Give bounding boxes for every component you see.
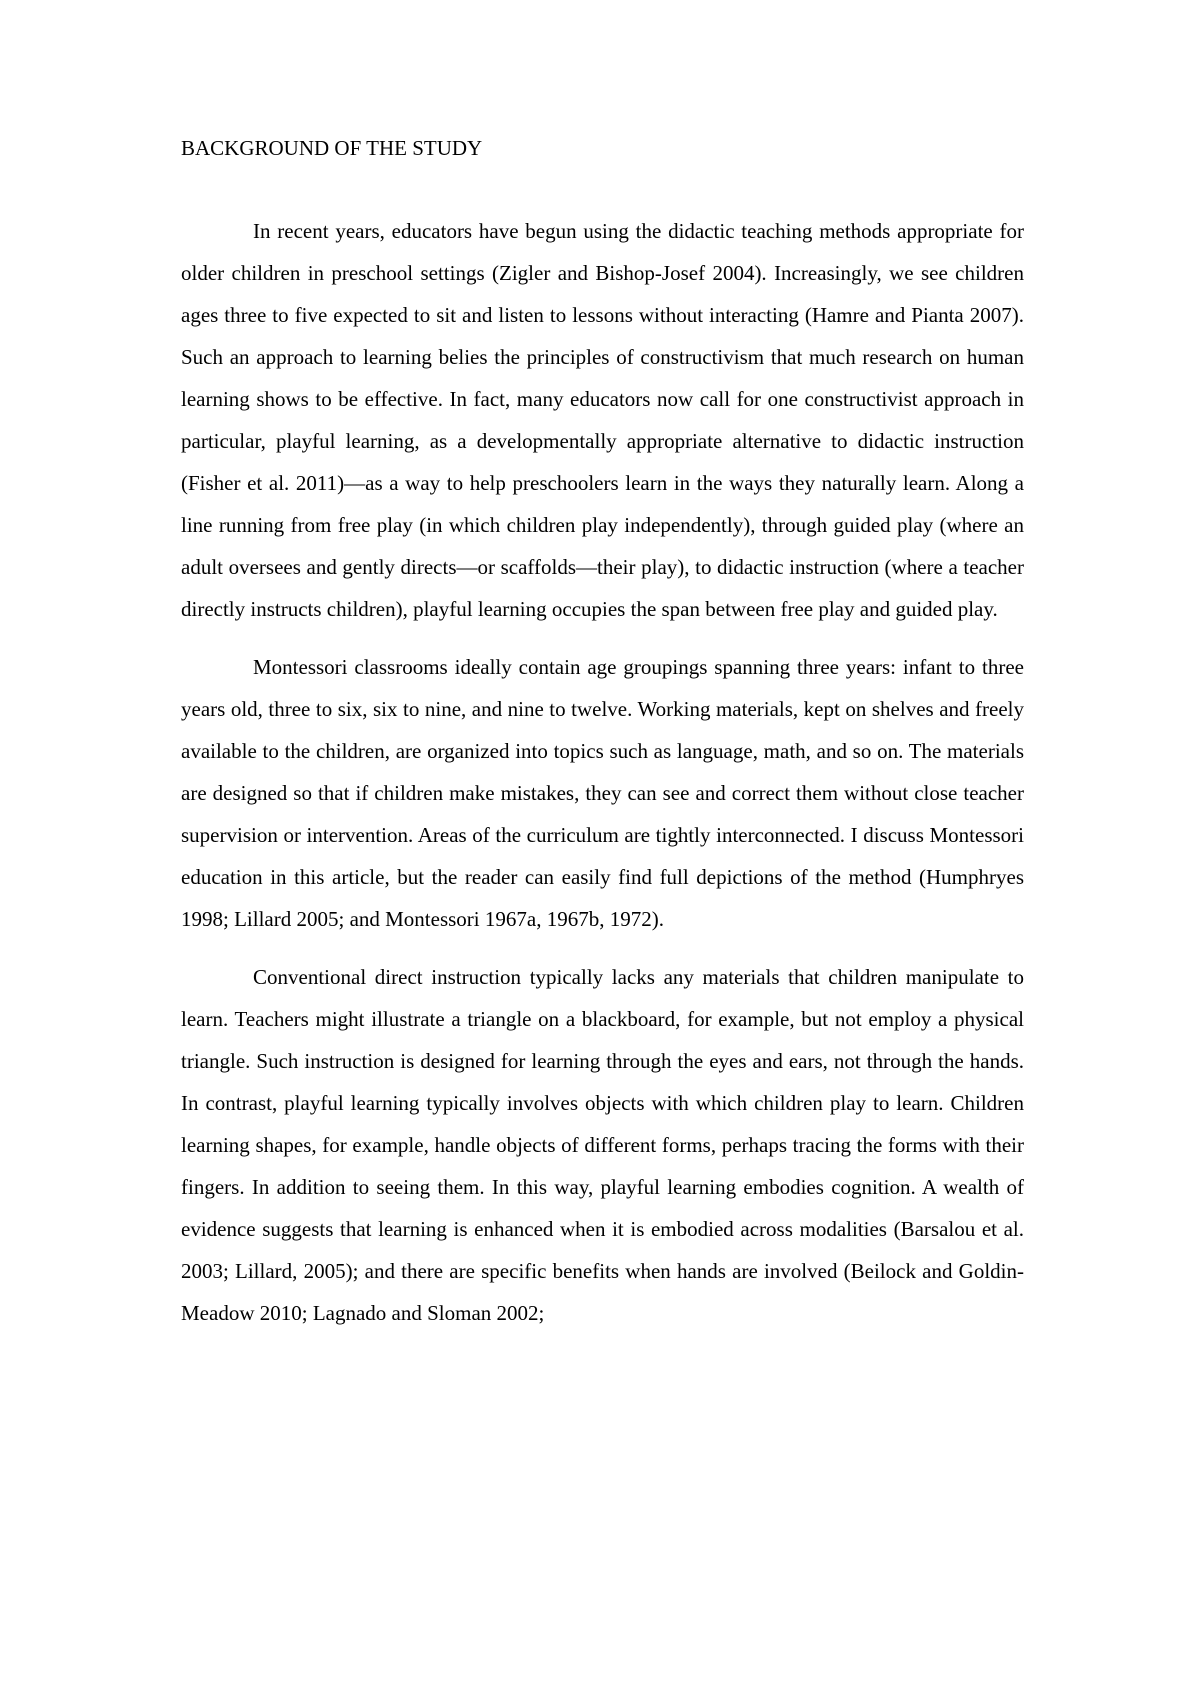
paragraph-3: Conventional direct instruction typically lacks any materials that children manipulate to learn. Teachers might illustrate a triangle on a blackboard, for example, but not employ a physical triangle. Such instruction is designed for learning through the eyes and ears, not through the hands. In contrast, playful learning typically involves objects with which children play to learn. Children learning shapes, for example, handle objects of different forms, perhaps tracing the forms with their fingers. In addition to seeing them. In this way, playful learning embodies cognition. A wealth of evidence suggests that learning is enhanced when it is embodied across modalities (Barsalou et al. 2003; Lillard, 2005); and there are specific benefits when hands are involved (Beilock and Goldin-Meadow 2010; Lagnado and Sloman 2002; [181, 965, 1024, 1325]
section-heading: BACKGROUND OF THE STUDY [181, 136, 483, 160]
document-content [181, 138, 1024, 1334]
paragraph-2: Montessori classrooms ideally contain age groupings spanning three years: infant to three years old, three to six, six to nine, and nine to twelve. Working materials, kept on shelves and freely available to the children, are organized into topics such as language, math, and so on. The materials are designed so that if children make mistakes, they can see and correct them without close teacher supervision or intervention. Areas of the curriculum are tightly interconnected. I discuss Montessori education in this article, but the reader can easily find full depictions of the method (Humphryes 1998; Lillard 2005; and Montessori 1967a, 1967b, 1972). [181, 655, 1024, 931]
paragraph-1: In recent years, educators have begun using the didactic teaching methods appropriate for older children in preschool settings (Zigler and Bishop-Josef 2004). Increasingly, we see children ages three to five expected to sit and listen to lessons without interacting (Hamre and Pianta 2007). Such an approach to learning belies the principles of constructivism that much research on human learning shows to be effective. In fact, many educators now call for one constructivist approach in particular, playful learning, as a developmentally appropriate alternative to didactic instruction (Fisher et al. 2011)—as a way to help preschoolers learn in the ways they naturally learn. Along a line running from free play (in which children play independently), through guided play (where an adult oversees and gently directs—or scaffolds—their play), to didactic instruction (where a teacher directly instructs children), playful learning occupies the span between free play and guided play. [181, 219, 1024, 621]
